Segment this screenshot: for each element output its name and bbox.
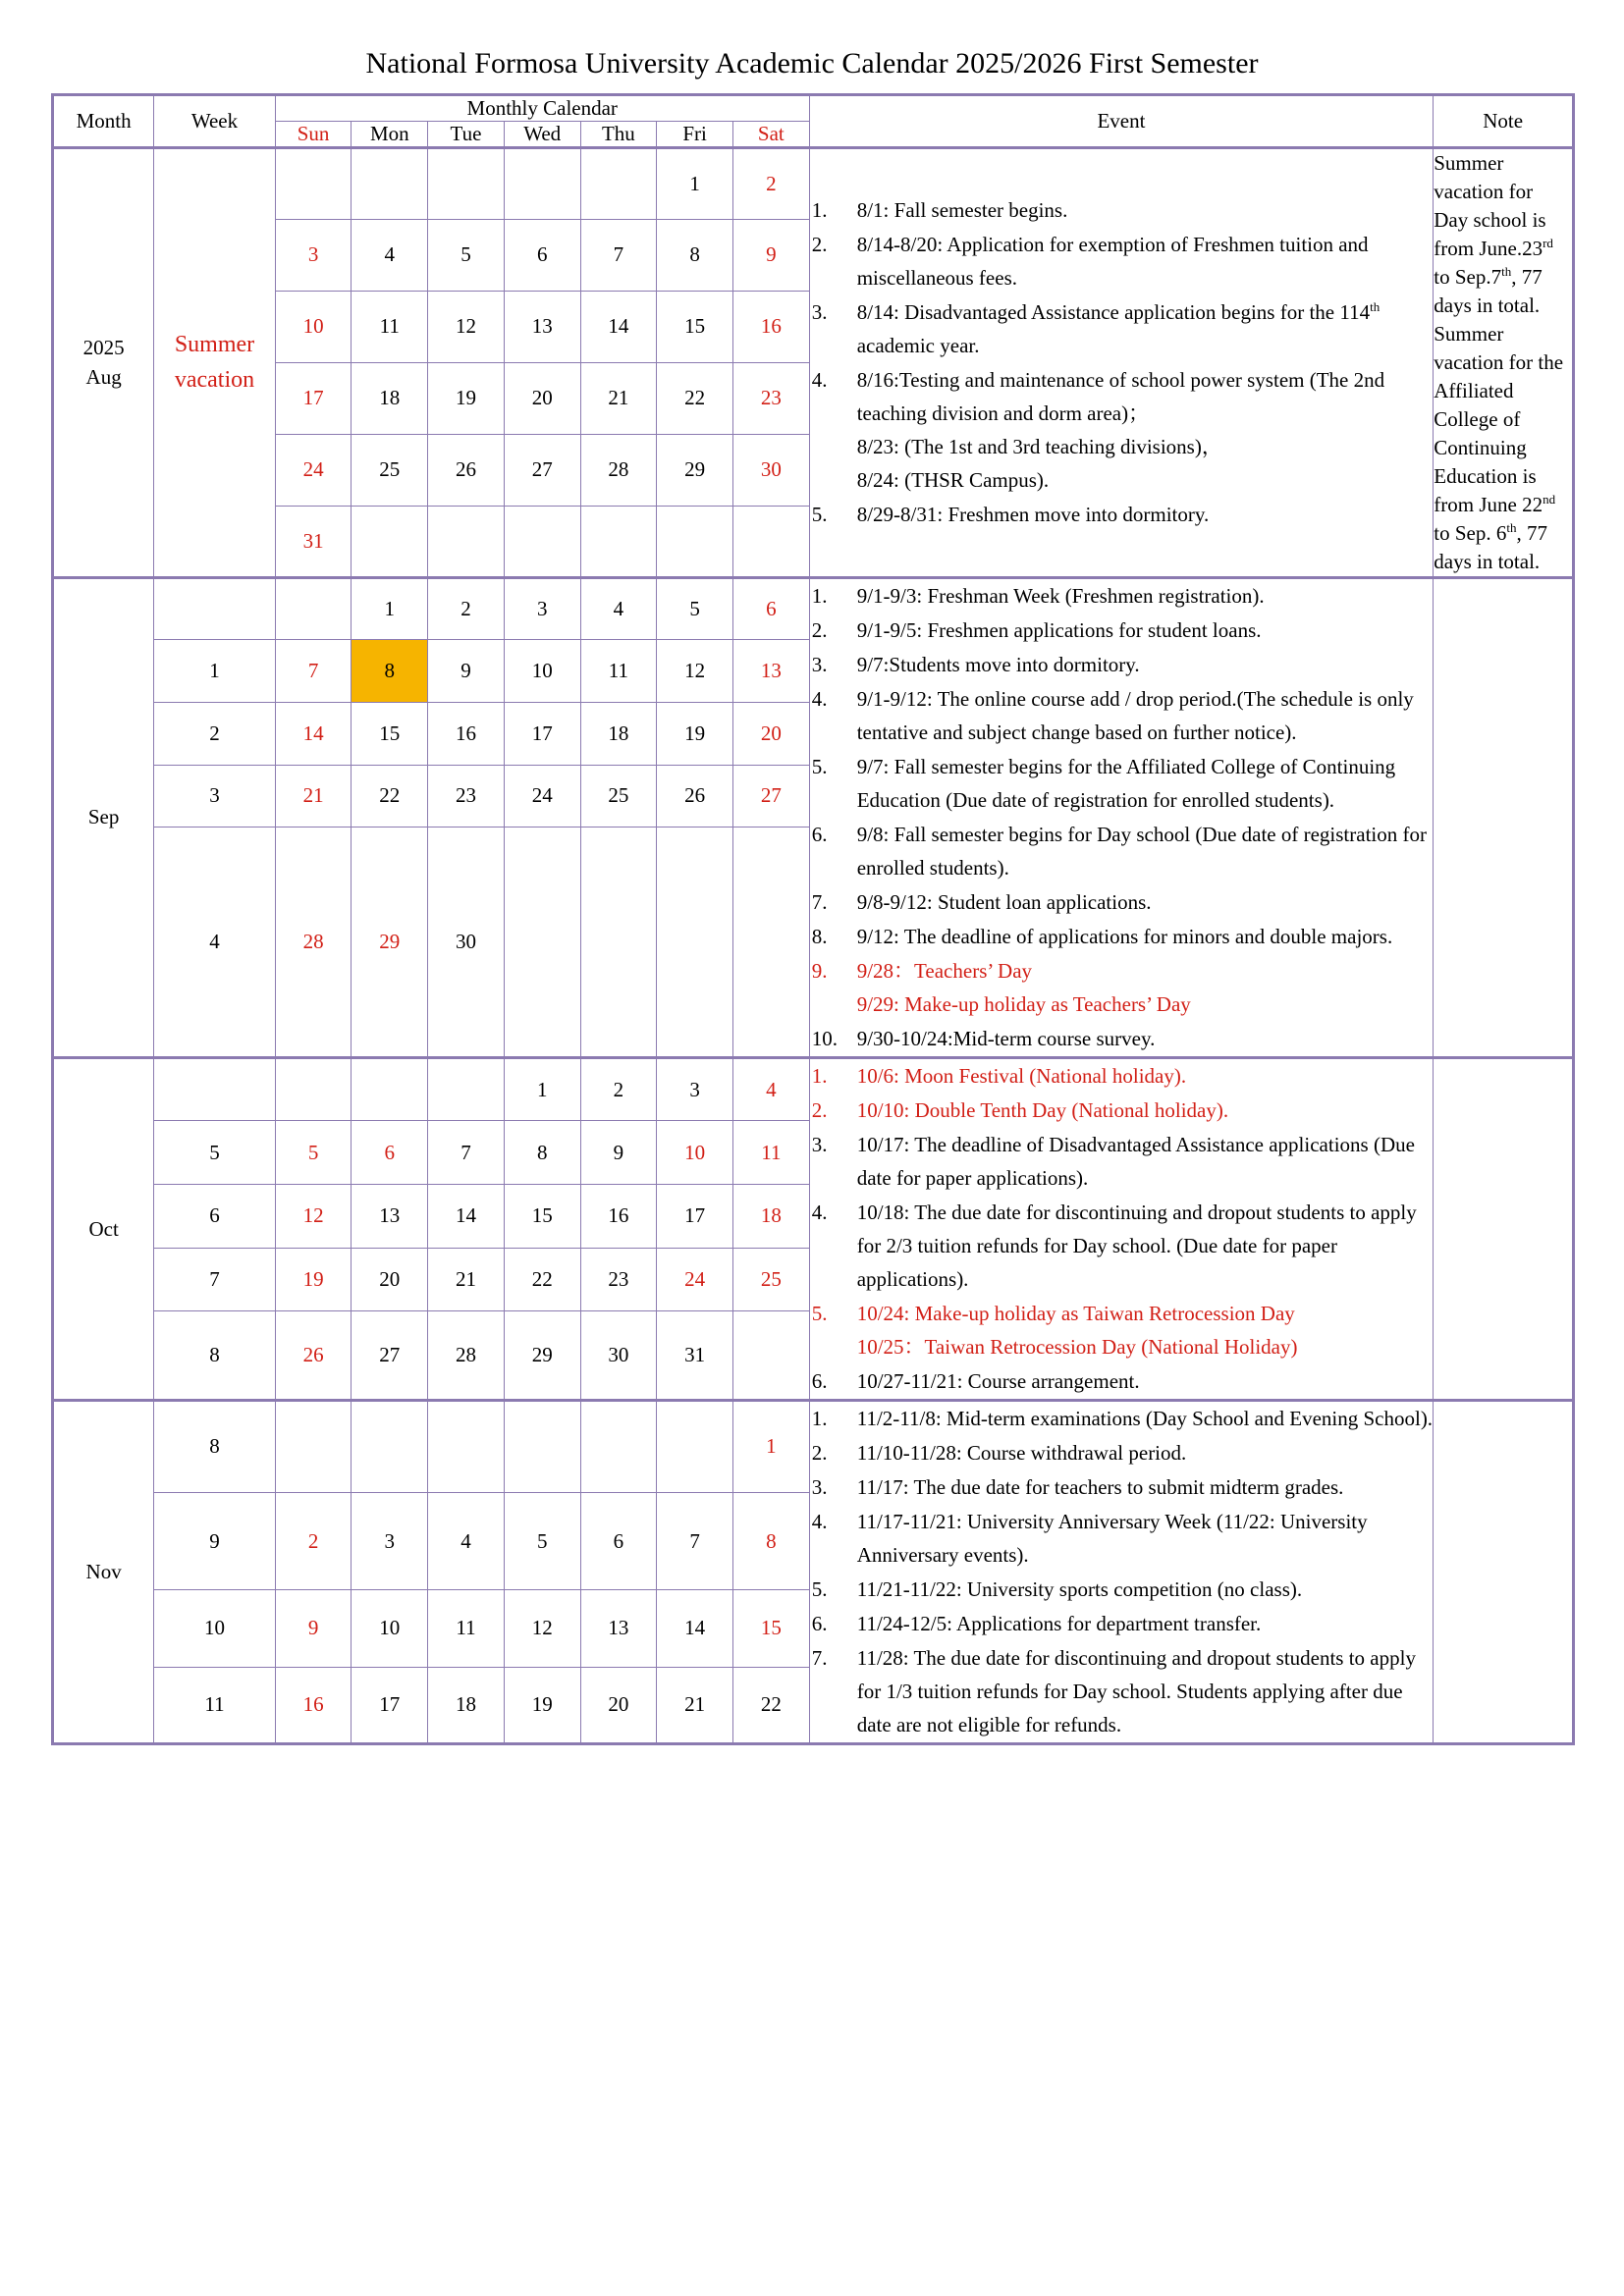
event-item — [810, 1059, 1434, 1093]
event-item — [810, 1128, 1434, 1195]
event-text-line: 9/12: The deadline of applications for minors and double majors. — [856, 924, 1393, 948]
calendar-day-aug-16[interactable]: 16 — [732, 291, 809, 362]
table-body — [53, 148, 1574, 1744]
calendar-day-oct-7[interactable]: 7 — [428, 1121, 505, 1185]
calendar-day-aug-14[interactable]: 14 — [580, 291, 657, 362]
calendar-day-aug-31[interactable]: 31 — [275, 506, 352, 577]
calendar-day-aug-27[interactable]: 27 — [504, 434, 580, 506]
calendar-day-aug-9[interactable]: 9 — [732, 219, 809, 291]
header-weekday-mon: Mon — [352, 122, 428, 148]
calendar-day-nov-4[interactable]: 4 — [428, 1492, 505, 1589]
calendar-day-nov-8[interactable]: 8 — [732, 1492, 809, 1589]
week-label-line-1: Summer — [174, 332, 255, 358]
week-number-cell: 9 — [154, 1492, 275, 1589]
event-text-line: 11/17-11/21: University Anniversary Week (11/22: University Anniversary events). — [856, 1509, 1368, 1567]
event-item — [810, 1641, 1434, 1741]
calendar-day-empty — [275, 148, 352, 220]
event-text-line: 9/8-9/12: Student loan applications. — [856, 889, 1152, 914]
event-text-line: 8/16:Testing and maintenance of school power system (The 2nd teaching division and dorm area)； — [856, 367, 1385, 425]
calendar-day-empty — [504, 1400, 580, 1492]
calendar-day-aug-8[interactable]: 8 — [657, 219, 733, 291]
calendar-day-sep-21[interactable]: 21 — [275, 765, 352, 828]
event-text-line: 10/10: Double Tenth Day (National holiday). — [856, 1097, 1229, 1122]
month-year: 2025 — [82, 335, 125, 359]
calendar-day-oct-18[interactable]: 18 — [732, 1184, 809, 1248]
event-list-oct — [809, 1057, 1434, 1400]
calendar-day-sep-18[interactable]: 18 — [580, 702, 657, 765]
event-item — [810, 1297, 1434, 1363]
event-item — [810, 1436, 1434, 1469]
event-list-sep — [809, 577, 1434, 1057]
calendar-day-nov-10[interactable]: 10 — [352, 1590, 428, 1667]
event-item — [810, 1470, 1434, 1504]
calendar-day-oct-22[interactable]: 22 — [504, 1248, 580, 1311]
calendar-day-empty — [580, 506, 657, 577]
note-cell-oct — [1434, 1057, 1574, 1400]
week-number-cell: 6 — [154, 1184, 275, 1248]
month-name: Aug — [85, 365, 122, 390]
event-text-line: 9/8: Fall semester begins for Day school (Due date of registration for enrolled students). — [856, 822, 1427, 880]
calendar-day-sep-2[interactable]: 2 — [428, 577, 505, 640]
event-item — [810, 920, 1434, 953]
calendar-day-oct-24[interactable]: 24 — [657, 1248, 733, 1311]
calendar-day-oct-2[interactable]: 2 — [580, 1057, 657, 1121]
calendar-day-oct-9[interactable]: 9 — [580, 1121, 657, 1185]
calendar-day-oct-17[interactable]: 17 — [657, 1184, 733, 1248]
month-label-nov: Nov — [53, 1400, 154, 1743]
calendar-day-empty — [352, 1400, 428, 1492]
calendar-day-empty — [428, 1400, 505, 1492]
event-item — [810, 1022, 1434, 1055]
calendar-day-nov-12[interactable]: 12 — [504, 1590, 580, 1667]
calendar-day-aug-5[interactable]: 5 — [428, 219, 505, 291]
week-number-cell — [154, 1057, 275, 1121]
calendar-day-aug-30[interactable]: 30 — [732, 434, 809, 506]
event-item — [810, 1402, 1434, 1435]
header-weekday-sat: Sat — [732, 122, 809, 148]
calendar-day-empty — [732, 506, 809, 577]
calendar-day-aug-12[interactable]: 12 — [428, 291, 505, 362]
calendar-day-oct-19[interactable]: 19 — [275, 1248, 352, 1311]
calendar-day-aug-25[interactable]: 25 — [352, 434, 428, 506]
event-item — [810, 614, 1434, 647]
calendar-day-aug-2[interactable]: 2 — [732, 148, 809, 220]
calendar-day-empty — [580, 148, 657, 220]
calendar-day-empty — [352, 148, 428, 220]
calendar-day-sep-1[interactable]: 1 — [352, 577, 428, 640]
week-number-cell: 8 — [154, 1400, 275, 1492]
calendar-day-oct-11[interactable]: 11 — [732, 1121, 809, 1185]
calendar-day-aug-13[interactable]: 13 — [504, 291, 580, 362]
note-cell-aug: Summer vacation for Day school is from June.23rd to Sep.7th, 77 days in total. Summer vacation for the Affiliated College of Continuing Education is from June 22nd to Sep. 6th, 77 days in total. — [1434, 148, 1574, 578]
calendar-day-oct-12[interactable]: 12 — [275, 1184, 352, 1248]
week-number-cell: 1 — [154, 640, 275, 703]
calendar-day-aug-28[interactable]: 28 — [580, 434, 657, 506]
calendar-day-aug-23[interactable]: 23 — [732, 362, 809, 434]
event-list-nov — [809, 1400, 1434, 1743]
calendar-day-oct-13[interactable]: 13 — [352, 1184, 428, 1248]
event-text-line: 11/10-11/28: Course withdrawal period. — [856, 1440, 1187, 1465]
month-label-oct: Oct — [53, 1057, 154, 1400]
calendar-day-sep-14[interactable]: 14 — [275, 702, 352, 765]
header-weekday-wed: Wed — [504, 122, 580, 148]
event-text-line: 9/7:Students move into dormitory. — [856, 652, 1140, 676]
header-note: Note — [1434, 95, 1574, 148]
calendar-day-nov-16[interactable]: 16 — [275, 1667, 352, 1743]
event-item — [810, 579, 1434, 613]
note-cell-nov — [1434, 1400, 1574, 1743]
event-text-line: 9/1-9/5: Freshmen applications for student loans. — [856, 617, 1262, 642]
header-weekday-thu: Thu — [580, 122, 657, 148]
calendar-day-empty — [732, 1311, 809, 1401]
event-item — [810, 750, 1434, 817]
calendar-day-empty — [504, 148, 580, 220]
header-month: Month — [53, 95, 154, 148]
calendar-day-aug-26[interactable]: 26 — [428, 434, 505, 506]
calendar-day-empty — [275, 1057, 352, 1121]
event-text-line: 9/1-9/12: The online course add / drop period.(The schedule is only tentative and subject change based on further notice). — [856, 686, 1414, 744]
calendar-day-aug-1[interactable]: 1 — [657, 148, 733, 220]
calendar-day-aug-24[interactable]: 24 — [275, 434, 352, 506]
calendar-day-empty — [580, 1400, 657, 1492]
calendar-day-oct-4[interactable]: 4 — [732, 1057, 809, 1121]
calendar-day-nov-7[interactable]: 7 — [657, 1492, 733, 1589]
calendar-week-row — [53, 577, 1574, 640]
event-item — [810, 498, 1434, 531]
event-text-line: 11/21-11/22: University sports competition (no class). — [856, 1576, 1303, 1601]
calendar-day-sep-27[interactable]: 27 — [732, 765, 809, 828]
calendar-day-sep-11[interactable]: 11 — [580, 640, 657, 703]
event-text-line: 9/1-9/3: Freshman Week (Freshmen registration). — [856, 583, 1265, 608]
calendar-day-aug-10[interactable]: 10 — [275, 291, 352, 362]
calendar-day-empty — [580, 828, 657, 1058]
calendar-day-sep-5[interactable]: 5 — [657, 577, 733, 640]
calendar-day-aug-11[interactable]: 11 — [352, 291, 428, 362]
event-text-line: 11/2-11/8: Mid-term examinations (Day School and Evening School). — [856, 1406, 1434, 1430]
calendar-day-oct-15[interactable]: 15 — [504, 1184, 580, 1248]
calendar-day-sep-6[interactable]: 6 — [732, 577, 809, 640]
event-text-line: 10/24: Make-up holiday as Taiwan Retrocession Day — [856, 1301, 1295, 1325]
calendar-day-empty — [352, 506, 428, 577]
week-number-cell: 5 — [154, 1121, 275, 1185]
week-number-cell: 2 — [154, 702, 275, 765]
week-number-cell: 11 — [154, 1667, 275, 1743]
event-item — [810, 1505, 1434, 1572]
calendar-day-aug-4[interactable]: 4 — [352, 219, 428, 291]
calendar-day-nov-13[interactable]: 13 — [580, 1590, 657, 1667]
calendar-day-aug-7[interactable]: 7 — [580, 219, 657, 291]
calendar-day-oct-6[interactable]: 6 — [352, 1121, 428, 1185]
calendar-day-nov-19[interactable]: 19 — [504, 1667, 580, 1743]
event-item — [810, 1573, 1434, 1606]
week-number-cell: 10 — [154, 1590, 275, 1667]
event-text-line: 9/28：Teachers’ Day — [856, 958, 1033, 983]
calendar-day-sep-4[interactable]: 4 — [580, 577, 657, 640]
header-weekday-sun: Sun — [275, 122, 352, 148]
event-text-line: 8/23: (The 1st and 3rd teaching divisions)， — [856, 434, 1222, 458]
calendar-day-aug-6[interactable]: 6 — [504, 219, 580, 291]
week-number-cell: 4 — [154, 828, 275, 1058]
calendar-day-empty — [428, 1057, 505, 1121]
calendar-day-nov-21[interactable]: 21 — [657, 1667, 733, 1743]
calendar-day-nov-9[interactable]: 9 — [275, 1590, 352, 1667]
calendar-day-oct-20[interactable]: 20 — [352, 1248, 428, 1311]
calendar-day-sep-17[interactable]: 17 — [504, 702, 580, 765]
calendar-day-sep-16[interactable]: 16 — [428, 702, 505, 765]
calendar-day-sep-12[interactable]: 12 — [657, 640, 733, 703]
calendar-day-sep-22[interactable]: 22 — [352, 765, 428, 828]
calendar-day-oct-26[interactable]: 26 — [275, 1311, 352, 1401]
header-weekday-fri: Fri — [657, 122, 733, 148]
month-label-aug — [53, 148, 154, 578]
calendar-day-sep-23[interactable]: 23 — [428, 765, 505, 828]
calendar-day-aug-15[interactable]: 15 — [657, 291, 733, 362]
event-text-line: 8/14: Disadvantaged Assistance application begins for the 114th academic year. — [856, 298, 1380, 357]
calendar-day-aug-22[interactable]: 22 — [657, 362, 733, 434]
calendar-day-nov-14[interactable]: 14 — [657, 1590, 733, 1667]
calendar-day-sep-28[interactable]: 28 — [275, 828, 352, 1058]
calendar-day-empty — [352, 1057, 428, 1121]
calendar-day-empty — [657, 506, 733, 577]
event-item — [810, 885, 1434, 919]
calendar-day-oct-5[interactable]: 5 — [275, 1121, 352, 1185]
event-text-line: 10/6: Moon Festival (National holiday). — [856, 1063, 1187, 1088]
note-cell-sep — [1434, 577, 1574, 1057]
event-item — [810, 818, 1434, 884]
calendar-day-nov-5[interactable]: 5 — [504, 1492, 580, 1589]
event-item — [810, 1094, 1434, 1127]
calendar-day-aug-21[interactable]: 21 — [580, 362, 657, 434]
event-text-line: 10/18: The due date for discontinuing and dropout students to apply for 2/3 tuition refunds for Day school. (Due date for paper applications). — [856, 1200, 1417, 1291]
calendar-day-aug-3[interactable]: 3 — [275, 219, 352, 291]
calendar-day-nov-18[interactable]: 18 — [428, 1667, 505, 1743]
week-label-summer-vacation — [154, 148, 275, 578]
header-row-1 — [53, 95, 1574, 122]
calendar-day-empty — [657, 1400, 733, 1492]
calendar-day-sep-30[interactable]: 30 — [428, 828, 505, 1058]
calendar-day-sep-8[interactable]: 8 — [352, 640, 428, 703]
calendar-day-oct-23[interactable]: 23 — [580, 1248, 657, 1311]
calendar-day-oct-31[interactable]: 31 — [657, 1311, 733, 1401]
calendar-day-oct-29[interactable]: 29 — [504, 1311, 580, 1401]
calendar-day-sep-26[interactable]: 26 — [657, 765, 733, 828]
calendar-day-nov-22[interactable]: 22 — [732, 1667, 809, 1743]
calendar-day-aug-18[interactable]: 18 — [352, 362, 428, 434]
calendar-day-empty — [428, 148, 505, 220]
calendar-day-nov-1[interactable]: 1 — [732, 1400, 809, 1492]
event-item — [810, 1607, 1434, 1640]
calendar-day-empty — [275, 577, 352, 640]
calendar-day-sep-10[interactable]: 10 — [504, 640, 580, 703]
event-item — [810, 682, 1434, 749]
calendar-day-oct-28[interactable]: 28 — [428, 1311, 505, 1401]
header-monthly-calendar: Monthly Calendar — [275, 95, 809, 122]
event-item — [810, 363, 1434, 497]
calendar-day-sep-20[interactable]: 20 — [732, 702, 809, 765]
calendar-day-empty — [428, 506, 505, 577]
calendar-day-sep-19[interactable]: 19 — [657, 702, 733, 765]
calendar-day-nov-17[interactable]: 17 — [352, 1667, 428, 1743]
calendar-day-oct-30[interactable]: 30 — [580, 1311, 657, 1401]
month-label-sep: Sep — [53, 577, 154, 1057]
calendar-week-row — [53, 148, 1574, 220]
event-item — [810, 193, 1434, 227]
calendar-day-nov-20[interactable]: 20 — [580, 1667, 657, 1743]
calendar-day-oct-14[interactable]: 14 — [428, 1184, 505, 1248]
calendar-day-sep-25[interactable]: 25 — [580, 765, 657, 828]
calendar-day-oct-21[interactable]: 21 — [428, 1248, 505, 1311]
calendar-day-oct-16[interactable]: 16 — [580, 1184, 657, 1248]
calendar-day-sep-29[interactable]: 29 — [352, 828, 428, 1058]
header-week: Week — [154, 95, 275, 148]
academic-calendar-table — [51, 93, 1575, 1745]
header-event: Event — [809, 95, 1434, 148]
page-title: National Formosa University Academic Calendar 2025/2026 First Semester — [365, 47, 1259, 80]
calendar-day-nov-15[interactable]: 15 — [732, 1590, 809, 1667]
header-weekday-tue: Tue — [428, 122, 505, 148]
calendar-day-oct-1[interactable]: 1 — [504, 1057, 580, 1121]
calendar-week-row — [53, 1400, 1574, 1492]
event-text-line: 9/30-10/24:Mid-term course survey. — [856, 1026, 1156, 1050]
calendar-day-sep-3[interactable]: 3 — [504, 577, 580, 640]
event-item — [810, 295, 1434, 362]
event-text-line: 11/28: The due date for discontinuing and dropout students to apply for 1/3 tuition refunds for Day school. Students applying after due date are not eligible for refunds. — [856, 1646, 1416, 1737]
event-item — [810, 954, 1434, 1021]
calendar-day-empty — [504, 828, 580, 1058]
table-header — [53, 95, 1574, 148]
calendar-day-nov-2[interactable]: 2 — [275, 1492, 352, 1589]
calendar-day-aug-20[interactable]: 20 — [504, 362, 580, 434]
event-text-line: 11/17: The due date for teachers to submit midterm grades. — [856, 1474, 1344, 1499]
event-list-aug — [809, 148, 1434, 578]
calendar-day-nov-6[interactable]: 6 — [580, 1492, 657, 1589]
week-number-cell — [154, 577, 275, 640]
week-label-line-2: vacation — [174, 367, 255, 394]
event-text-line: 11/24-12/5: Applications for department transfer. — [856, 1612, 1262, 1635]
calendar-day-sep-9[interactable]: 9 — [428, 640, 505, 703]
calendar-day-empty — [732, 828, 809, 1058]
calendar-day-sep-7[interactable]: 7 — [275, 640, 352, 703]
calendar-day-empty — [504, 506, 580, 577]
event-text-line: 8/14-8/20: Application for exemption of Freshmen tuition and miscellaneous fees. — [856, 232, 1369, 290]
calendar-day-sep-15[interactable]: 15 — [352, 702, 428, 765]
event-item — [810, 228, 1434, 294]
calendar-day-sep-13[interactable]: 13 — [732, 640, 809, 703]
event-text-line: 9/29: Make-up holiday as Teachers’ Day — [856, 991, 1191, 1016]
week-number-cell: 7 — [154, 1248, 275, 1311]
calendar-day-sep-24[interactable]: 24 — [504, 765, 580, 828]
calendar-day-nov-11[interactable]: 11 — [428, 1590, 505, 1667]
event-text-line: 10/27-11/21: Course arrangement. — [856, 1368, 1140, 1393]
calendar-day-nov-3[interactable]: 3 — [352, 1492, 428, 1589]
event-text-line: 8/29-8/31: Freshmen move into dormitory. — [856, 502, 1210, 526]
calendar-day-aug-19[interactable]: 19 — [428, 362, 505, 434]
calendar-day-oct-10[interactable]: 10 — [657, 1121, 733, 1185]
event-text-line: 10/25：Taiwan Retrocession Day (National Holiday) — [856, 1334, 1298, 1359]
calendar-day-empty — [275, 1400, 352, 1492]
calendar-day-oct-27[interactable]: 27 — [352, 1311, 428, 1401]
calendar-day-aug-17[interactable]: 17 — [275, 362, 352, 434]
event-text-line: 8/24: (THSR Campus). — [856, 467, 1050, 492]
event-item — [810, 1364, 1434, 1398]
calendar-day-oct-8[interactable]: 8 — [504, 1121, 580, 1185]
calendar-day-oct-3[interactable]: 3 — [657, 1057, 733, 1121]
calendar-day-aug-29[interactable]: 29 — [657, 434, 733, 506]
event-text-line: 10/17: The deadline of Disadvantaged Assistance applications (Due date for paper applications). — [856, 1132, 1415, 1190]
week-number-cell: 3 — [154, 765, 275, 828]
calendar-week-row — [53, 1057, 1574, 1121]
event-item — [810, 1196, 1434, 1296]
event-text-line: 9/7: Fall semester begins for the Affiliated College of Continuing Education (Due date of registration for enrolled students). — [856, 754, 1396, 812]
calendar-day-oct-25[interactable]: 25 — [732, 1248, 809, 1311]
calendar-day-empty — [657, 828, 733, 1058]
event-text-line: 8/1: Fall semester begins. — [856, 197, 1068, 222]
week-number-cell: 8 — [154, 1311, 275, 1401]
event-item — [810, 648, 1434, 681]
